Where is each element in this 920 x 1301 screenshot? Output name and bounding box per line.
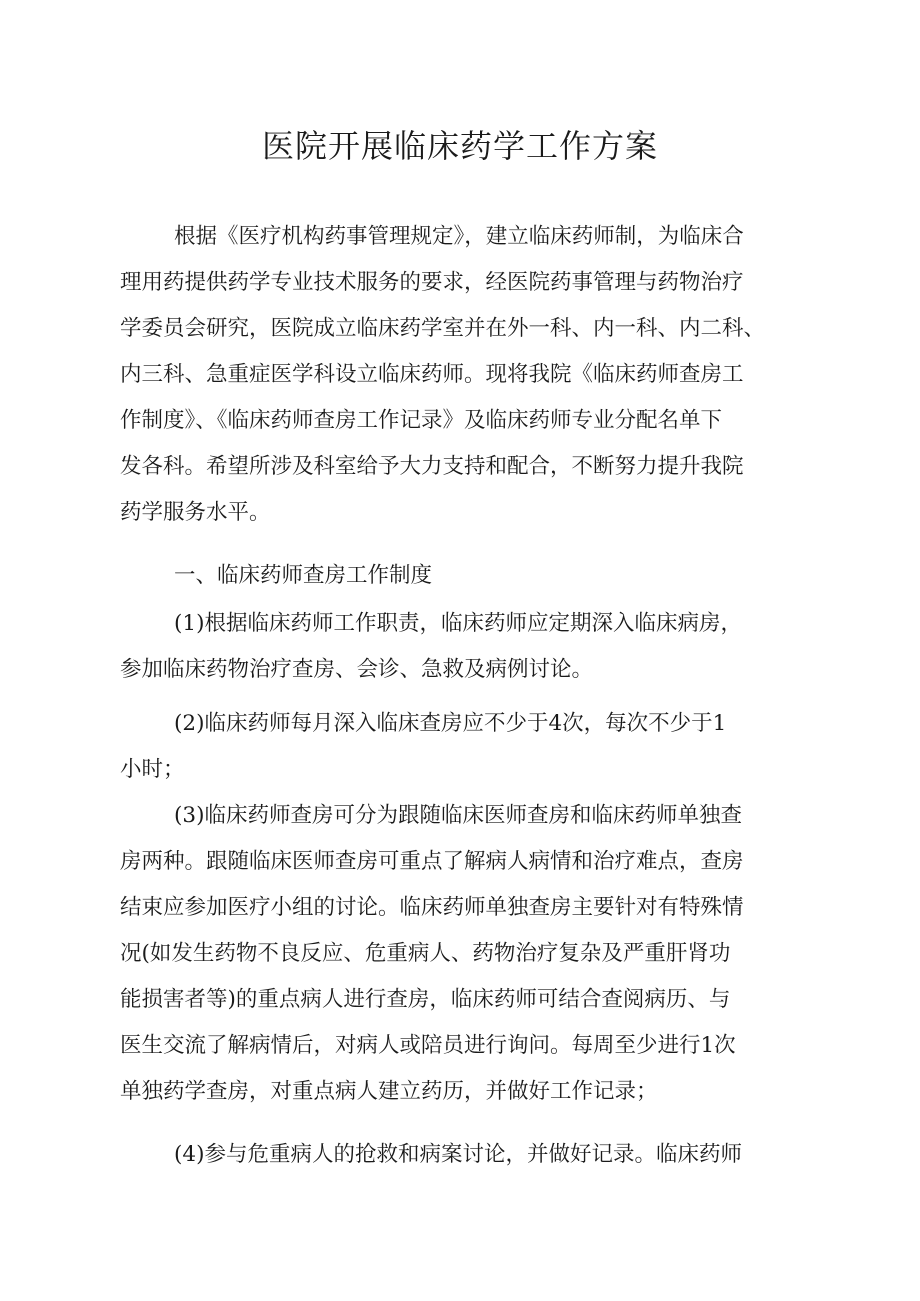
paragraph-line: 内三科、急重症医学科设立临床药师。现将我院《临床药师查房工 — [120, 362, 744, 387]
paragraph-line: (2)临床药师每月深入临床查房应不少于4次，每次不少于1 — [174, 711, 727, 736]
paragraph-line: 医生交流了解病情后，对病人或陪员进行询问。每周至少进行1次 — [120, 1033, 736, 1058]
paragraph-line: 理用药提供药学专业技术服务的要求，经医院药事管理与药物治疗 — [120, 270, 744, 295]
paragraph-line: 结束应参加医疗小组的讨论。临床药师单独查房主要针对有特殊情 — [120, 895, 744, 920]
paragraph-line: 况(如发生药物不良反应、危重病人、药物治疗复杂及严重肝肾功 — [120, 941, 731, 966]
paragraph-line: 根据《医疗机构药事管理规定》，建立临床药师制，为临床合 — [174, 224, 744, 249]
paragraph-line: 参加临床药物治疗查房、会诊、急救及病例讨论。 — [120, 657, 594, 682]
paragraph-line: 房两种。跟随临床医师查房可重点了解病人病情和治疗难点，查房 — [120, 849, 744, 874]
section-heading: 一、临床药师查房工作制度 — [174, 563, 433, 588]
paragraph-line: 发各科。希望所涉及科室给予大力支持和配合，不断努力提升我院 — [120, 454, 744, 479]
paragraph-line: 作制度》、《临床药师查房工作记录》及临床药师专业分配名单下 — [120, 408, 723, 433]
paragraph-line: (4)参与危重病人的抢救和病案讨论，并做好记录。临床药师 — [174, 1142, 742, 1167]
paragraph-line: 学委员会研究，医院成立临床药学室并在外一科、内一科、内二科、 — [120, 316, 766, 341]
paragraph-line: (1)根据临床药师工作职责，临床药师应定期深入临床病房， — [174, 611, 742, 636]
document-title: 医院开展临床药学工作方案 — [261, 127, 658, 165]
paragraph-line: 单独药学查房，对重点病人建立药历，并做好工作记录； — [120, 1079, 658, 1104]
paragraph-line: 小时； — [120, 757, 185, 782]
paragraph-line: (3)临床药师查房可分为跟随临床医师查房和临床药师单独查 — [174, 803, 742, 828]
paragraph-line: 药学服务水平。 — [120, 500, 271, 525]
paragraph-line: 能损害者等)的重点病人进行查房，临床药师可结合查阅病历、与 — [120, 987, 731, 1012]
